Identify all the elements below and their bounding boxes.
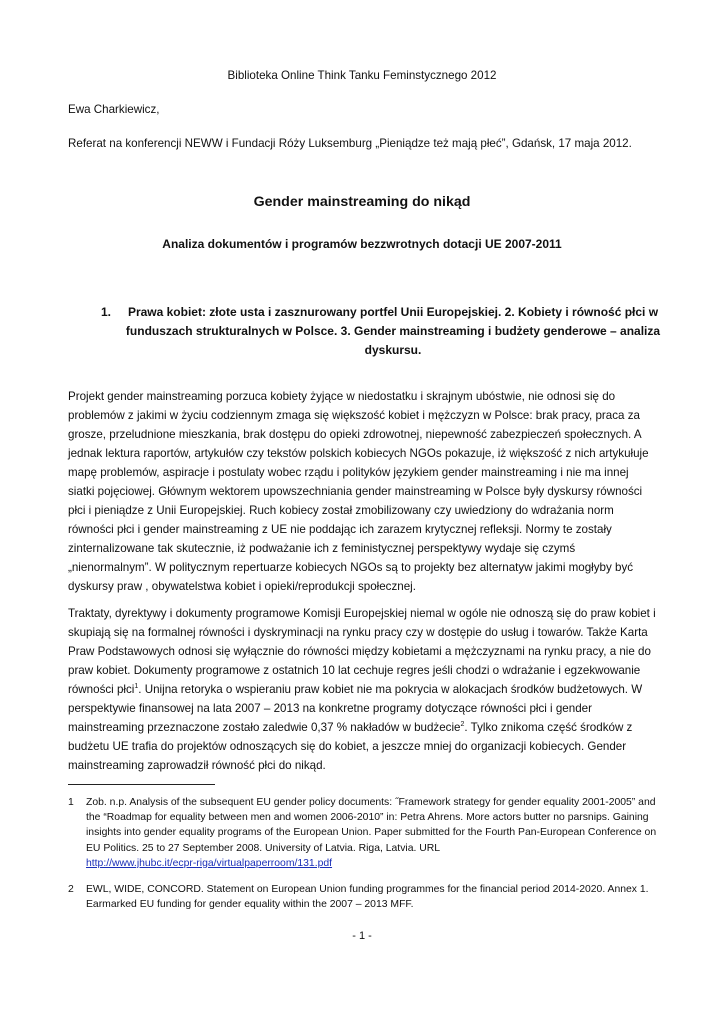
section-number: 1.: [101, 305, 112, 319]
paragraph-2: [68, 604, 656, 775]
page-number: - 1 -: [352, 930, 372, 942]
footnote-1: [68, 795, 658, 871]
author-name: Ewa Charkiewicz,: [68, 103, 160, 116]
footnote-2-text: EWL, WIDE, CONCORD. Statement on European Union funding programmes for the financial period 2014-2020. Annex 1. Earmarked EU funding for gender equality within the 2007 – 2013 MFF.: [86, 884, 649, 911]
paragraph-1: Projekt gender mainstreaming porzuca kobiety żyjące w niedostatku i skrajnym ubóstwie, nie odnosi się do problemów z jakimi w życiu codziennym zmaga się większość kobiet i mężczyzn w Polsce: brak pracy, praca za grosze, przeludnione mieszkania, brak dostępu do opieki zdrowotnej, niepewność zabezpieczeń społecznych. A jednak lektura raportów, artykułów czy tekstów polskich kobiecych NGOs pokazuje, iż większość z nich artykułuje mapę problemów, aspiracje i postulaty wobec rządu i polityków językiem gender mainstreaming i nie ma innej siatki pojęciowej. Głównym wektorem upowszechniania gender mainstreaming w Polsce były dyskursy równości płci i pieniądze z Unii Europejskiej. Ruch kobiecy został zmobilizowany czy uwiedziony do wdrażania norm równości płci i gender mainstreaming z UE nie poddając ich zarazem krytycznej refleksji. Normy te zostały zinternalizowane tak skutecznie, iż podważanie ich z feministycznej perspektywy wydaje się czymś „nienormalnym”. W politycznym repertuarze kobiecych NGOs są to projekty bez alternatyw jakimi mogłyby być dyskursy praw , obywatelstwa kobiet i opieki/reprodukcji społecznej.: [68, 390, 649, 593]
paragraph-2-part-b: . Unijna retoryka o wspieraniu praw kobiet nie ma pokrycia w alokacjach środków budżetowych. W perspektywie finansowej na lata 2007 – 2013 na konkretne programy dotyczące równości płci i gender mainstreaming przeznaczone zostało zaledwie 0,37 % nakładów w budżecie: [68, 683, 643, 734]
footnote-2-number: 2: [68, 884, 74, 895]
conference-info: Referat na konferencji NEWW i Fundacji Róży Luksemburg „Pieniądze też mają płeć”, Gdańsk, 17 maja 2012.: [68, 137, 632, 150]
page-header: Biblioteka Online Think Tanku Feminstycznego 2012: [227, 69, 497, 82]
footnote-separator: [68, 784, 215, 785]
document-title: Gender mainstreaming do nikąd: [253, 194, 471, 210]
footnote-1-text: Zob. n.p. Analysis of the subsequent EU gender policy documents: ˝Framework strategy for gender equality 2001-2005” and the “Roadmap for equality between men and women 2006-2010” in: Petra Ahrens. More actors butter no parsnips. Gaining insights into gender equality programs of the European Union. Paper submitted for the Fourth Pan-European Conference on EU Politics. 25 to 27 September 2008. University of Latvia. Riga, Latvia. URL: [86, 797, 657, 854]
footnote-2: [68, 882, 658, 912]
footnote-ref-1[interactable]: 1: [134, 683, 139, 691]
paragraph-2-part-c: . Tylko znikoma część środków z budżetu UE trafia do projektów odnoszących się do kobiet, a jeszcze mniej do organizacji kobiecych. Gender mainstreaming zaprowadził równość płci do nikąd.: [68, 721, 633, 772]
footnote-1-link[interactable]: http://www.jhubc.it/ecpr-riga/virtualpaperroom/131.pdf: [86, 857, 333, 869]
document-subtitle: Analiza dokumentów i programów bezzwrotnych dotacji UE 2007-2011: [162, 237, 562, 251]
footnote-ref-2[interactable]: 2: [460, 721, 465, 729]
footnote-1-number: 1: [68, 797, 74, 808]
section-heading-text: Prawa kobiet: złote usta i zasznurowany portfel Unii Europejskiej. 2. Kobiety i równość płci w funduszach strukturalnych w Polsce. 3. Gender mainstreaming i budżety genderowe – analiza dyskursu.: [125, 305, 661, 357]
section-heading: [101, 303, 661, 360]
paragraph-2-part-a: Traktaty, dyrektywy i dokumenty programowe Komisji Europejskiej niemal w ogóle nie odnoszą się do praw kobiet i skupiają się na formalnej równości i dyskryminacji na rynku pracy czy w dostępie do usług i towarów. Także Karta Praw Podstawowych odnosi się wyłącznie do równości między kobietami a mężczyznami na rynku pracy, a nie do praw kobiet. Dokumenty programowe z ostatnich 10 lat cechuje regres jeśli chodzi o wdrażanie i egzekwowanie równości płci: [68, 607, 656, 696]
